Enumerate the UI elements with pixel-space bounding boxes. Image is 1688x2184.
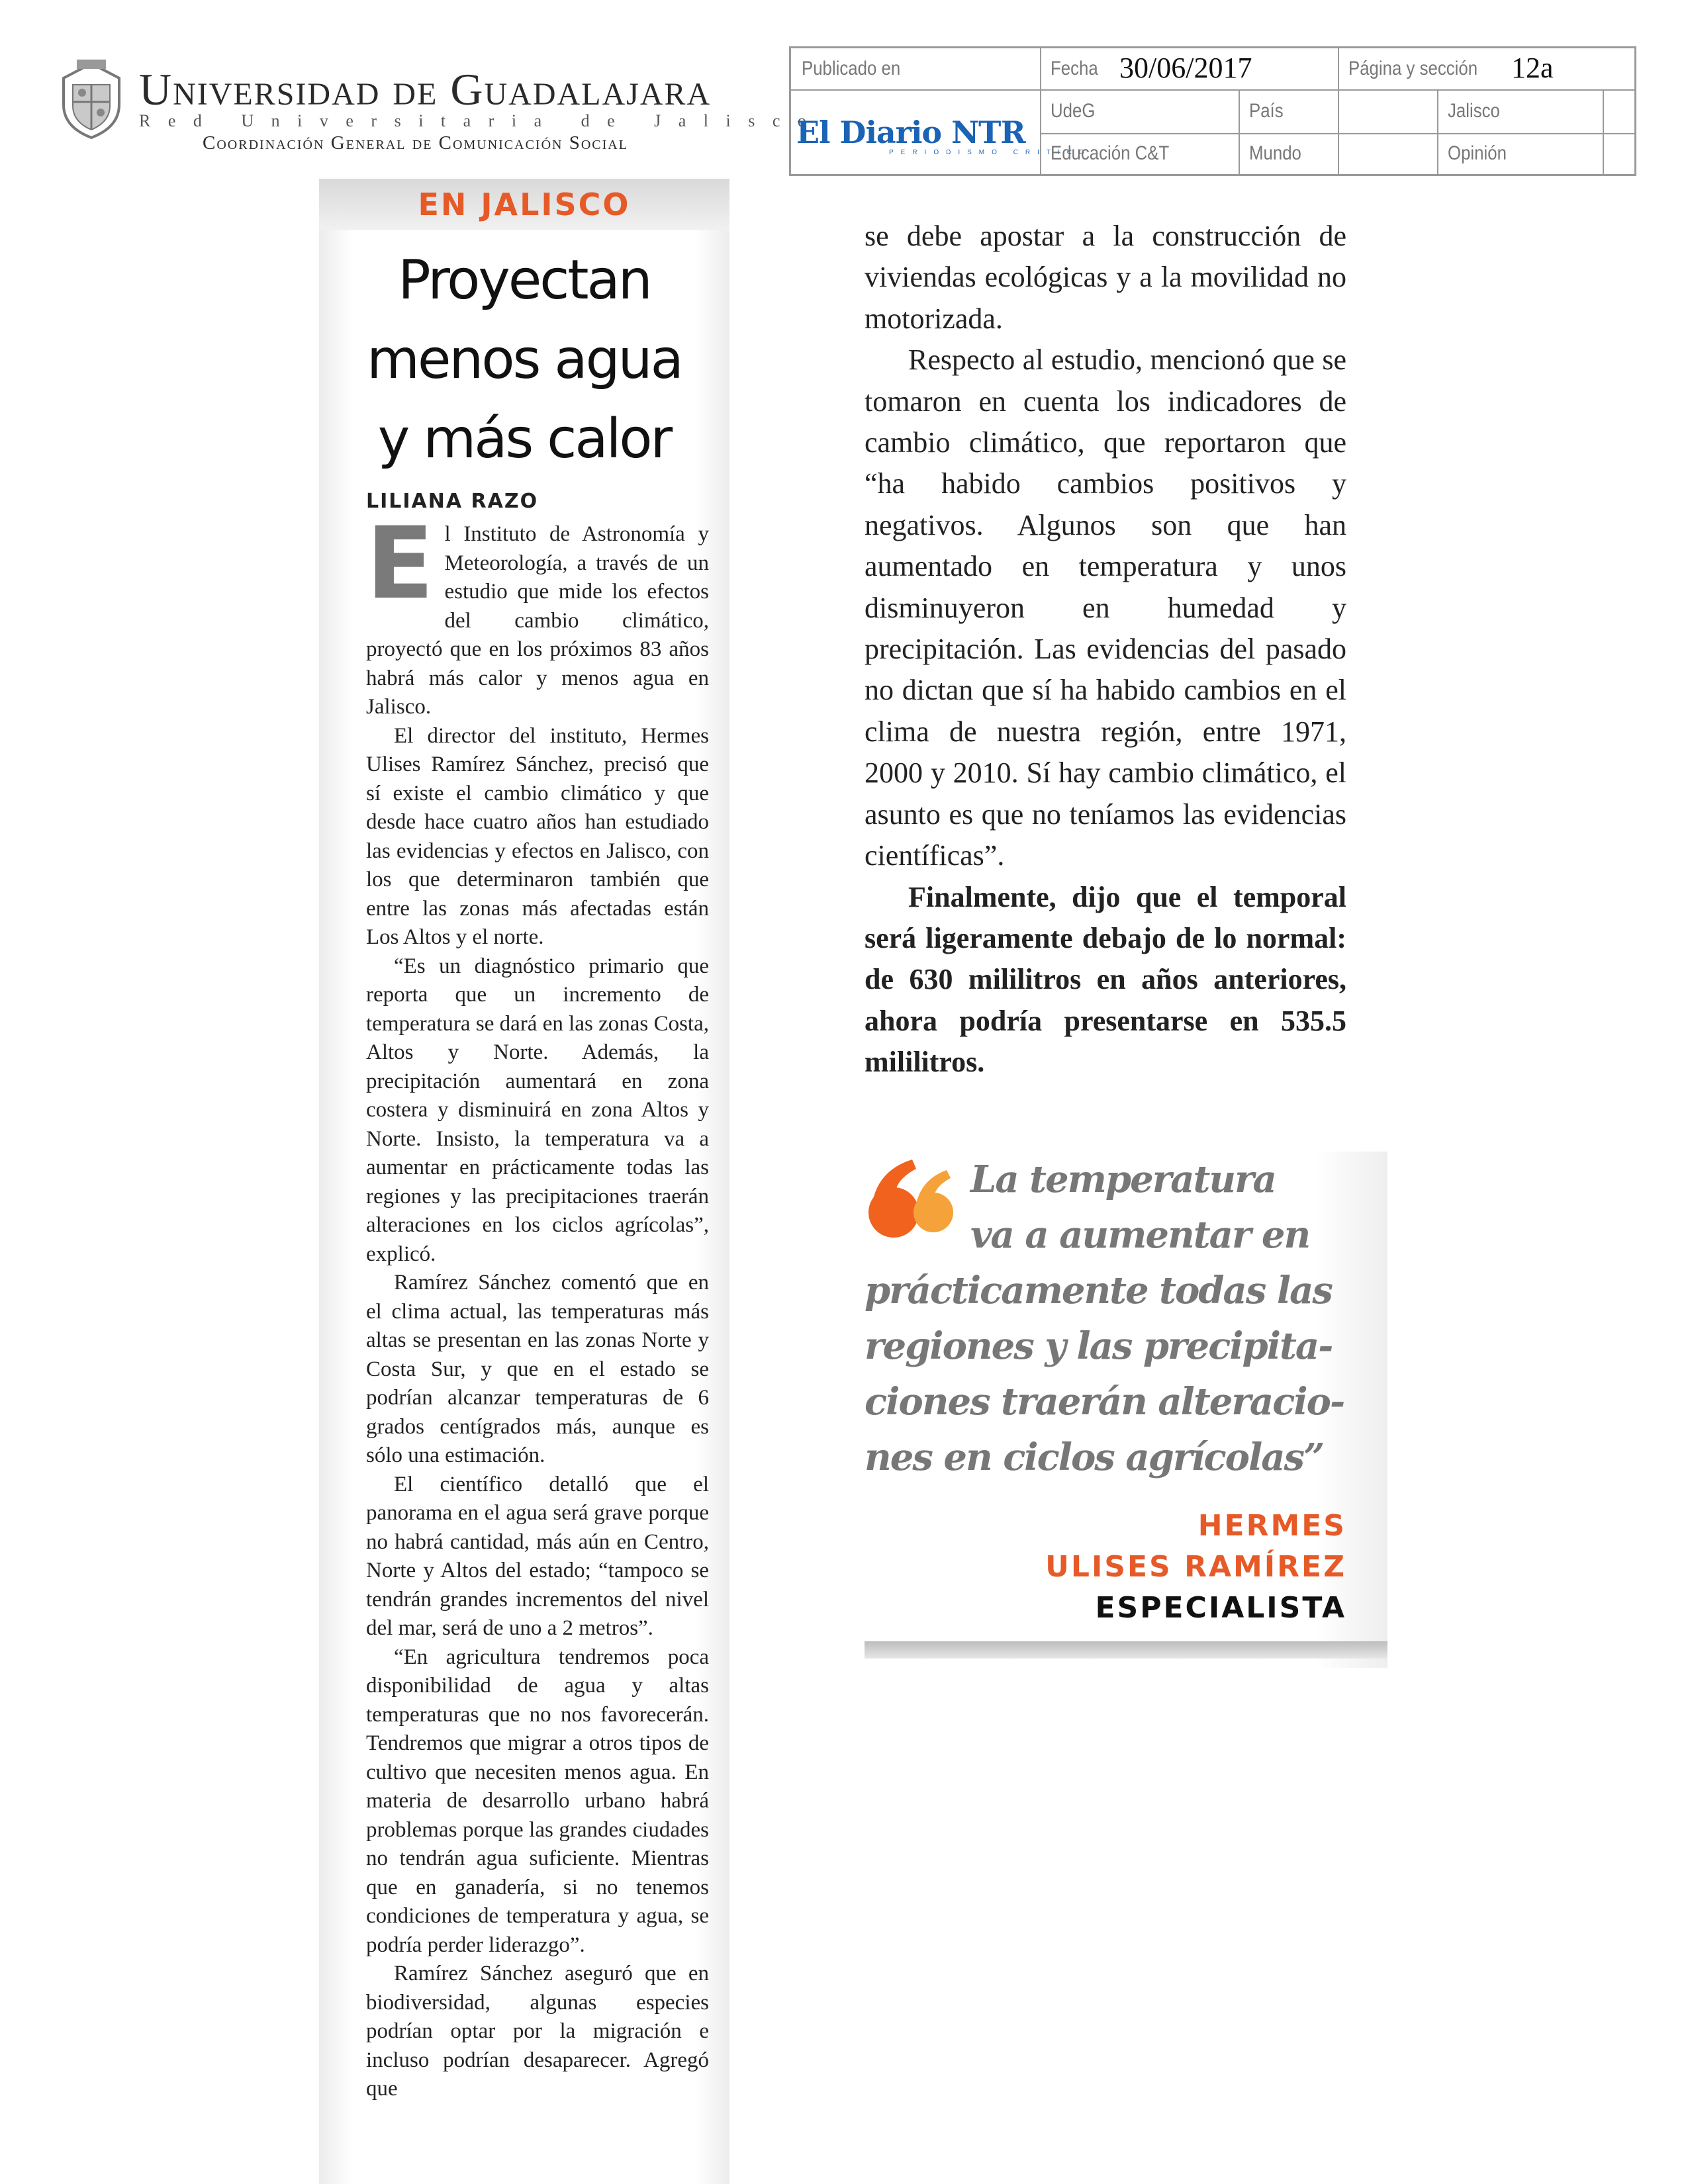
section-udeg: UdeG	[1051, 100, 1096, 122]
pull-quote-line: prácticamente todas las	[865, 1269, 1332, 1312]
pull-quote-line: va a aumentar en	[970, 1213, 1310, 1257]
continuation-paragraph: se debe apostar a la construcción de viviendas ecológicas y a la movilidad no motorizada.	[865, 220, 1346, 335]
paragraph: Ramírez Sánchez aseguró que en biodiversidad, algunas especies podrían optar por la migración e incluso podrían desaparecer. Agregó que	[366, 1962, 709, 2101]
lead-text: l Instituto de Astronomía y Meteorología, a través de un estudio que mide los efectos del cambio climático, proyectó que en los próximos 83 años habrá más calor y menos agua en Jalisco.	[366, 522, 709, 719]
pull-quote-line: regiones y las precipita-	[865, 1324, 1333, 1368]
kicker-banner	[319, 179, 729, 230]
date-value: 30/06/2017	[1119, 52, 1252, 84]
lead-paragraph	[366, 520, 709, 722]
article-body	[366, 520, 709, 2184]
pull-quote-line: ciones traerán alteracio-	[865, 1380, 1344, 1424]
dropcap: E	[366, 520, 434, 621]
paragraph: El director del instituto, Hermes Ulises Ramírez Sánchez, precisó que sí existe el cambio climático y que desde hace cuatro años han estudiado las evidencias y efectos en Jalisco, con los que determinaron también que entre las zonas más afectadas están Los Altos y el norte.	[366, 723, 709, 949]
kicker: EN JALISCO	[418, 187, 631, 222]
page-section-value: 12a	[1511, 52, 1554, 84]
newspaper-logo	[796, 114, 1092, 170]
page-section-label: Página y sección	[1348, 58, 1478, 79]
paragraph: “En agricultura tendremos poca disponibilidad de agua y altas temperaturas que no nos favorecerán. Tendremos que migrar a otros tipos de cultivo que necesiten menos agua. En materia de desarrollo urbano habrá problemas porque las grandes ciudades no tendrán agua suficiente. Mientras que en ganadería, si no tenemos condiciones de temperatura y agua, se podría perder liderazgo”.	[366, 1645, 709, 1957]
headline-line: y más calor	[377, 408, 671, 471]
headline-line: menos agua	[367, 328, 682, 391]
network-line: Red Universitaria de Jalisco	[139, 111, 824, 130]
newspaper-name: El Diario NTR	[796, 114, 1025, 150]
attribution-role: ESPECIALISTA	[1095, 1591, 1346, 1625]
publication-metadata-table	[789, 46, 1636, 176]
paragraph: El científico detalló que el panorama en el agua será grave porque no habrá cantidad, más aún en Centro, Norte y Altos del estado; “tampoco se tendrán grandes incrementos del nivel del mar, será de uno a 2 metros”.	[366, 1472, 709, 1640]
attribution-name-line2: ULISES RAMÍREZ	[1045, 1550, 1346, 1584]
newspaper-tagline: PERIODISMO CRITICO	[889, 149, 1092, 156]
paragraph: Ramírez Sánchez comentó que en el clima actual, las temperaturas más altas se presentan en las zonas Norte y Costa Sur, y que en el estado se podrían alcanzar temperaturas de 6 grados centígrados más, aunque es sólo una estimación.	[366, 1271, 709, 1467]
pull-quote-bottom-rule	[865, 1641, 1387, 1659]
section-mundo: Mundo	[1249, 142, 1301, 164]
article-continuation	[865, 216, 1346, 1136]
continuation-paragraph: Finalmente, dijo que el temporal será ligeramente debajo de lo normal: de 630 mililitros en años anteriores, ahora podría presentarse en 535.5 mililitros.	[865, 880, 1346, 1079]
pull-quote-line: La temperatura	[970, 1158, 1276, 1201]
date-label: Fecha	[1051, 58, 1098, 79]
coordination-line: Coordinación General de Comunicación Social	[203, 132, 628, 154]
pull-quote-text	[865, 1152, 1344, 1485]
published-in-label: Publicado en	[802, 58, 901, 79]
section-pais: País	[1249, 100, 1284, 122]
paragraph: “Es un diagnóstico primario que reporta que un incremento de temperatura se dará en las zonas Costa, Altos y Norte. Además, la precipitación aumentará en zona costera y disminuirá en zona Altos y Norte. Insisto, la temperatura va a aumentar en prácticamente todas las regiones y las precipitaciones traerán alteraciones en los ciclos agrícolas”, explicó.	[366, 954, 709, 1266]
continuation-paragraph: Respecto al estudio, mencionó que se tomaron en cuenta los indicadores de cambio climático, que reportaron que “ha habido cambios positivos y negativos. Algunos son que han aumentado en temperatura y unos disminuyeron en humedad y precipitación. Las evidencias del pasado no dictan que sí ha habido cambios en el clima de nuestra región, entre 1971, 2000 y 2010. Sí hay cambio climático, el asunto es que no teníamos las evidencias científicas”.	[865, 343, 1346, 872]
headline	[319, 241, 729, 479]
university-name: Universidad de Guadalajara	[139, 64, 712, 114]
section-jalisco: Jalisco	[1448, 100, 1500, 122]
university-seal-icon	[57, 58, 126, 140]
section-opinion: Opinión	[1448, 142, 1507, 164]
attribution-name-line1: HERMES	[1197, 1509, 1346, 1543]
section-educacion: Educación C&T	[1051, 142, 1170, 164]
byline: LILIANA RAZO	[366, 490, 539, 513]
pull-quote-line: nes en ciclos agrícolas”	[865, 1435, 1324, 1479]
headline-line: Proyectan	[398, 249, 651, 312]
pull-quote	[865, 1152, 1387, 1668]
